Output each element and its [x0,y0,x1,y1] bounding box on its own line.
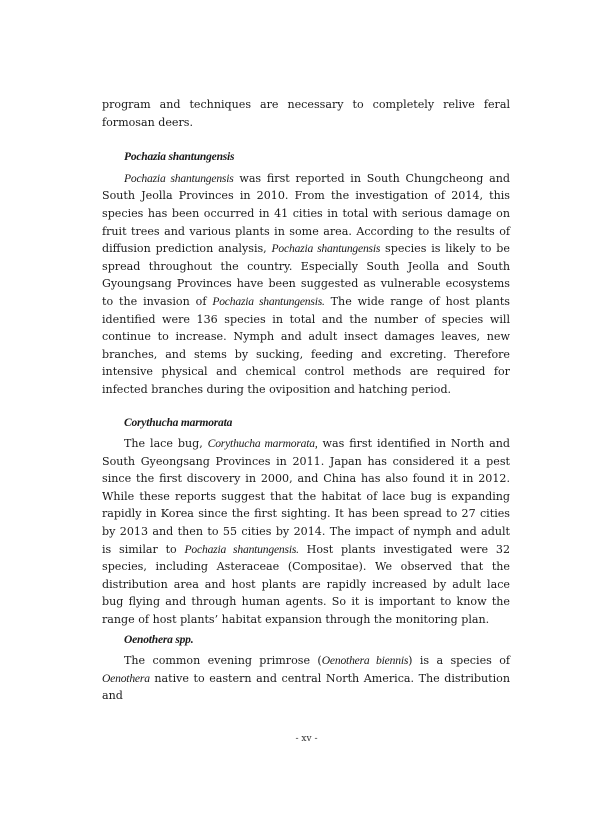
species-name: Pochazia shantungensis. [184,542,299,556]
species-name: Oenothera biennis [321,654,409,668]
species-name: Pochazia shantungensis. [212,294,325,308]
section-heading-oenothera: Oenothera spp. [124,633,194,646]
section-paragraph-oenothera: The common evening primrose (Oenothera biennis) is a species of Oenothera native to eastern and central North America. The distribution and [102,654,510,703]
document-page [102,96,510,705]
species-name: Pochazia shantungensis [124,171,234,185]
section-paragraph-corythucha: The lace bug, Corythucha marmorata, was first identified in North and South Gyeongsang Provinces in 2011. Japan has considered it a pest since the first discovery in 2000, and China has also found it in 2012. While these reports suggest that the habitat of lace bug is expanding rapidly in Korea since the first sighting. It has been spread to 27 cities by 2013 and then to 55 cities by 2014. The impact of nymph and adult is similar to Pochazia shantungensis. Host plants investigated were 32 species, including Asteraceae (Compositae). We observed that the distribution area and host plants are rapidly increased by adult lace bug flying and through human agents. So it is important to know the range of host plants’ habitat expansion through the monitoring plan. [102,437,511,627]
species-name: Oenothera [102,671,150,685]
page-number: - xv - [295,734,318,744]
intro-paragraph: program and techniques are necessary to completely relive feral formosan deers. [102,98,510,129]
species-name: Pochazia shantungensis [271,242,381,256]
section-paragraph-pochazia: Pochazia shantungensis was first reported in South Chungcheong and South Jeolla Provinces in 2010. From the investigation of 2014, this species has been occurred in 41 cities in total with serious damage on fruit trees and various plants in some area. According to the results of diffusion prediction analysis, Pochazia shantungensis species is likely to be spread throughout the country. Especially South Jeolla and South Gyoungsang Provinces have been suggested as vulnerable ecosystems to the invasion of Pochazia shantungensis. The wide range of host plants identified were 136 species in total and the number of species will continue to increase. Nymph and adult insect damages leaves, new branches, and stems by sucking, feeding and excreting. Therefore intensive physical and chemical control methods are required for infected branches during the oviposition and hatching period. [102,171,511,396]
species-name: Corythucha marmorata, [207,437,318,451]
section-heading-pochazia: Pochazia shantungensis [124,151,235,164]
section-heading-corythucha: Corythucha marmorata [124,416,233,429]
